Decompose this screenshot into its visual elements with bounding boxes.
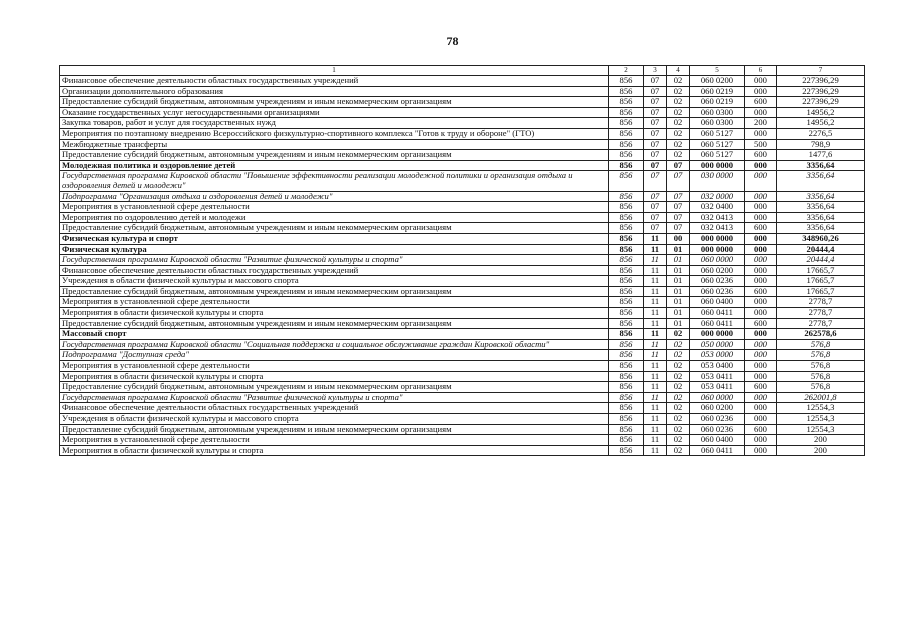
name-cell: Физическая культура и спорт: [60, 233, 609, 244]
section-cell: 11: [644, 382, 667, 393]
table-row: [60, 392, 865, 403]
name-cell: Предоставление субсидий бюджетным, автономным учреждениям и иным некоммерческим организациям: [60, 97, 609, 108]
section-cell: 07: [644, 150, 667, 161]
admin-code-cell: 856: [609, 308, 644, 319]
target-article-cell: 053 0400: [690, 361, 745, 372]
target-article-cell: 060 5127: [690, 150, 745, 161]
header-cell: 4: [667, 66, 690, 76]
section-cell: 07: [644, 160, 667, 171]
subsection-cell: 01: [667, 276, 690, 287]
name-cell: Государственная программа Кировской области "Социальная поддержка и социальное обслуживание граждан Кировской области": [60, 339, 609, 350]
amount-cell: 12554,3: [777, 403, 865, 414]
expense-type-cell: 000: [745, 233, 777, 244]
amount-cell: 798,9: [777, 139, 865, 150]
target-article-cell: 032 0400: [690, 202, 745, 213]
section-cell: 07: [644, 202, 667, 213]
name-cell: Мероприятия по поэтапному внедрению Всероссийского физкультурно-спортивного комплекса "Готов к труду и обороне" (ГТО): [60, 128, 609, 139]
section-cell: 07: [644, 139, 667, 150]
amount-cell: 2778,7: [777, 308, 865, 319]
admin-code-cell: 856: [609, 361, 644, 372]
header-cell: 5: [690, 66, 745, 76]
table-body: [60, 76, 865, 456]
expense-type-cell: 000: [745, 297, 777, 308]
admin-code-cell: 856: [609, 435, 644, 446]
section-cell: 11: [644, 435, 667, 446]
amount-cell: 200: [777, 435, 865, 446]
name-cell: Подпрограмма "Организация отдыха и оздоровления детей и молодежи": [60, 191, 609, 202]
subsection-cell: 02: [667, 97, 690, 108]
admin-code-cell: 856: [609, 107, 644, 118]
section-cell: 07: [644, 86, 667, 97]
amount-cell: 17665,7: [777, 265, 865, 276]
table-row: [60, 424, 865, 435]
expense-type-cell: 000: [745, 361, 777, 372]
target-article-cell: 060 0219: [690, 86, 745, 97]
expense-type-cell: 000: [745, 276, 777, 287]
name-cell: Закупка товаров, работ и услуг для государственных нужд: [60, 118, 609, 129]
section-cell: 11: [644, 297, 667, 308]
admin-code-cell: 856: [609, 139, 644, 150]
admin-code-cell: 856: [609, 150, 644, 161]
table-row: [60, 435, 865, 446]
table-row: [60, 171, 865, 191]
admin-code-cell: 856: [609, 329, 644, 340]
admin-code-cell: 856: [609, 118, 644, 129]
target-article-cell: 000 0000: [690, 160, 745, 171]
expense-type-cell: 000: [745, 435, 777, 446]
target-article-cell: 032 0000: [690, 191, 745, 202]
target-article-cell: 060 0200: [690, 76, 745, 87]
amount-cell: 576,8: [777, 361, 865, 372]
table-row: [60, 308, 865, 319]
admin-code-cell: 856: [609, 276, 644, 287]
amount-cell: 2778,7: [777, 297, 865, 308]
admin-code-cell: 856: [609, 392, 644, 403]
expense-type-cell: 600: [745, 97, 777, 108]
amount-cell: 348960,26: [777, 233, 865, 244]
name-cell: Государственная программа Кировской области "Развитие физической культуры и спорта": [60, 392, 609, 403]
target-article-cell: 060 0236: [690, 276, 745, 287]
expense-type-cell: 000: [745, 244, 777, 255]
name-cell: Финансовое обеспечение деятельности областных государственных учреждений: [60, 76, 609, 87]
section-cell: 11: [644, 424, 667, 435]
name-cell: Предоставление субсидий бюджетным, автономным учреждениям и иным некоммерческим организациям: [60, 424, 609, 435]
expense-type-cell: 600: [745, 150, 777, 161]
amount-cell: 576,8: [777, 350, 865, 361]
admin-code-cell: 856: [609, 403, 644, 414]
subsection-cell: 02: [667, 107, 690, 118]
table-row: [60, 233, 865, 244]
target-article-cell: 030 0000: [690, 171, 745, 191]
page-number: 78: [446, 34, 459, 48]
amount-cell: 14956,2: [777, 107, 865, 118]
admin-code-cell: 856: [609, 265, 644, 276]
subsection-cell: 02: [667, 435, 690, 446]
name-cell: Мероприятия в области физической культуры и спорта: [60, 371, 609, 382]
admin-code-cell: 856: [609, 255, 644, 266]
amount-cell: 3356,64: [777, 171, 865, 191]
table-row: [60, 244, 865, 255]
amount-cell: 576,8: [777, 382, 865, 393]
table-row: [60, 191, 865, 202]
subsection-cell: 01: [667, 297, 690, 308]
subsection-cell: 07: [667, 202, 690, 213]
expense-type-cell: 000: [745, 128, 777, 139]
expense-type-cell: 000: [745, 86, 777, 97]
subsection-cell: 01: [667, 308, 690, 319]
admin-code-cell: 856: [609, 212, 644, 223]
admin-code-cell: 856: [609, 233, 644, 244]
expense-type-cell: 000: [745, 350, 777, 361]
subsection-cell: 02: [667, 414, 690, 425]
target-article-cell: 060 0300: [690, 118, 745, 129]
amount-cell: 20444,4: [777, 244, 865, 255]
subsection-cell: 02: [667, 445, 690, 456]
admin-code-cell: 856: [609, 414, 644, 425]
table-row: [60, 212, 865, 223]
section-cell: 11: [644, 233, 667, 244]
name-cell: Молодежная политика и оздоровление детей: [60, 160, 609, 171]
subsection-cell: 02: [667, 118, 690, 129]
amount-cell: 576,8: [777, 339, 865, 350]
table-row: [60, 445, 865, 456]
expense-type-cell: 000: [745, 202, 777, 213]
expense-type-cell: 200: [745, 118, 777, 129]
section-cell: 11: [644, 244, 667, 255]
table-row: [60, 86, 865, 97]
name-cell: Мероприятия в установленной сфере деятельности: [60, 361, 609, 372]
amount-cell: 227396,29: [777, 97, 865, 108]
admin-code-cell: 856: [609, 382, 644, 393]
table-row: [60, 339, 865, 350]
section-cell: 11: [644, 350, 667, 361]
amount-cell: 14956,2: [777, 118, 865, 129]
amount-cell: 576,8: [777, 371, 865, 382]
name-cell: Оказание государственных услуг негосударственными организациями: [60, 107, 609, 118]
table-row: [60, 329, 865, 340]
target-article-cell: 060 5127: [690, 128, 745, 139]
subsection-cell: 02: [667, 139, 690, 150]
table-row: [60, 139, 865, 150]
admin-code-cell: 856: [609, 424, 644, 435]
expense-type-cell: 000: [745, 265, 777, 276]
section-cell: 11: [644, 318, 667, 329]
table-row: [60, 150, 865, 161]
subsection-cell: 02: [667, 329, 690, 340]
amount-cell: 17665,7: [777, 276, 865, 287]
section-cell: 07: [644, 171, 667, 191]
section-cell: 11: [644, 445, 667, 456]
target-article-cell: 060 0411: [690, 308, 745, 319]
name-cell: Предоставление субсидий бюджетным, автономным учреждениям и иным некоммерческим организациям: [60, 318, 609, 329]
subsection-cell: 02: [667, 339, 690, 350]
amount-cell: 227396,29: [777, 86, 865, 97]
name-cell: Учреждения в области физической культуры и массового спорта: [60, 276, 609, 287]
section-cell: 07: [644, 76, 667, 87]
subsection-cell: 02: [667, 150, 690, 161]
expense-type-cell: 600: [745, 286, 777, 297]
amount-cell: 12554,3: [777, 414, 865, 425]
section-cell: 07: [644, 191, 667, 202]
budget-table: [59, 65, 865, 456]
admin-code-cell: 856: [609, 286, 644, 297]
expense-type-cell: 000: [745, 445, 777, 456]
target-article-cell: 060 0411: [690, 445, 745, 456]
section-cell: 07: [644, 97, 667, 108]
amount-cell: 3356,64: [777, 202, 865, 213]
expense-type-cell: 000: [745, 255, 777, 266]
subsection-cell: 02: [667, 424, 690, 435]
section-cell: 07: [644, 107, 667, 118]
expense-type-cell: 600: [745, 223, 777, 234]
table-row: [60, 382, 865, 393]
target-article-cell: 060 0236: [690, 424, 745, 435]
amount-cell: 3356,64: [777, 223, 865, 234]
name-cell: Мероприятия в установленной сфере деятельности: [60, 435, 609, 446]
admin-code-cell: 856: [609, 318, 644, 329]
expense-type-cell: 000: [745, 171, 777, 191]
amount-cell: 262001,8: [777, 392, 865, 403]
table-row: [60, 255, 865, 266]
admin-code-cell: 856: [609, 297, 644, 308]
subsection-cell: 02: [667, 86, 690, 97]
section-cell: 07: [644, 118, 667, 129]
amount-cell: 17665,7: [777, 286, 865, 297]
section-cell: 11: [644, 392, 667, 403]
section-cell: 11: [644, 371, 667, 382]
admin-code-cell: 856: [609, 76, 644, 87]
target-article-cell: 060 0000: [690, 255, 745, 266]
target-article-cell: 053 0411: [690, 382, 745, 393]
header-cell: 2: [609, 66, 644, 76]
subsection-cell: 01: [667, 244, 690, 255]
subsection-cell: 07: [667, 191, 690, 202]
admin-code-cell: 856: [609, 371, 644, 382]
admin-code-cell: 856: [609, 244, 644, 255]
admin-code-cell: 856: [609, 171, 644, 191]
header-cell: 6: [745, 66, 777, 76]
target-article-cell: 053 0411: [690, 371, 745, 382]
target-article-cell: 032 0413: [690, 212, 745, 223]
amount-cell: 12554,3: [777, 424, 865, 435]
target-article-cell: 060 0000: [690, 392, 745, 403]
target-article-cell: 050 0000: [690, 339, 745, 350]
section-cell: 11: [644, 276, 667, 287]
section-cell: 11: [644, 265, 667, 276]
expense-type-cell: 000: [745, 329, 777, 340]
name-cell: Учреждения в области физической культуры и массового спорта: [60, 414, 609, 425]
expense-type-cell: 000: [745, 76, 777, 87]
subsection-cell: 02: [667, 76, 690, 87]
table-row: [60, 118, 865, 129]
section-cell: 11: [644, 308, 667, 319]
target-article-cell: 060 0400: [690, 297, 745, 308]
section-cell: 07: [644, 212, 667, 223]
subsection-cell: 01: [667, 265, 690, 276]
table-row: [60, 414, 865, 425]
name-cell: Государственная программа Кировской области "Развитие физической культуры и спорта": [60, 255, 609, 266]
header-cell: 3: [644, 66, 667, 76]
table-row: [60, 128, 865, 139]
amount-cell: 2778,7: [777, 318, 865, 329]
amount-cell: 227396,29: [777, 76, 865, 87]
table-row: [60, 202, 865, 213]
header-row: [60, 66, 865, 76]
expense-type-cell: 000: [745, 392, 777, 403]
target-article-cell: 060 0411: [690, 318, 745, 329]
table-row: [60, 286, 865, 297]
admin-code-cell: 856: [609, 191, 644, 202]
amount-cell: 262578,6: [777, 329, 865, 340]
expense-type-cell: 600: [745, 318, 777, 329]
subsection-cell: 01: [667, 255, 690, 266]
target-article-cell: 000 0000: [690, 244, 745, 255]
admin-code-cell: 856: [609, 160, 644, 171]
target-article-cell: 060 0236: [690, 414, 745, 425]
target-article-cell: 060 0236: [690, 286, 745, 297]
expense-type-cell: 000: [745, 191, 777, 202]
expense-type-cell: 600: [745, 382, 777, 393]
target-article-cell: 032 0413: [690, 223, 745, 234]
target-article-cell: 060 0300: [690, 107, 745, 118]
name-cell: Массовый спорт: [60, 329, 609, 340]
expense-type-cell: 000: [745, 160, 777, 171]
admin-code-cell: 856: [609, 445, 644, 456]
name-cell: Межбюджетные трансферты: [60, 139, 609, 150]
name-cell: Предоставление субсидий бюджетным, автономным учреждениям и иным некоммерческим организациям: [60, 223, 609, 234]
amount-cell: 3356,64: [777, 160, 865, 171]
header-cell: 7: [777, 66, 865, 76]
name-cell: Финансовое обеспечение деятельности областных государственных учреждений: [60, 403, 609, 414]
table-row: [60, 361, 865, 372]
target-article-cell: 060 0200: [690, 403, 745, 414]
amount-cell: 3356,64: [777, 191, 865, 202]
subsection-cell: 01: [667, 286, 690, 297]
name-cell: Государственная программа Кировской области "Повышение эффективности реализации молодежной политики и организация отдыха и оздоровления детей и молодежи": [60, 171, 609, 191]
table-row: [60, 276, 865, 287]
target-article-cell: 060 0219: [690, 97, 745, 108]
target-article-cell: 060 0200: [690, 265, 745, 276]
section-cell: 11: [644, 403, 667, 414]
subsection-cell: 02: [667, 361, 690, 372]
admin-code-cell: 856: [609, 97, 644, 108]
section-cell: 11: [644, 286, 667, 297]
subsection-cell: 02: [667, 392, 690, 403]
name-cell: Мероприятия в области физической культуры и спорта: [60, 445, 609, 456]
table-row: [60, 107, 865, 118]
name-cell: Предоставление субсидий бюджетным, автономным учреждениям и иным некоммерческим организациям: [60, 286, 609, 297]
subsection-cell: 00: [667, 233, 690, 244]
expense-type-cell: 600: [745, 424, 777, 435]
table-row: [60, 297, 865, 308]
table-row: [60, 403, 865, 414]
admin-code-cell: 856: [609, 86, 644, 97]
amount-cell: 2276,5: [777, 128, 865, 139]
table-row: [60, 318, 865, 329]
subsection-cell: 02: [667, 382, 690, 393]
table-row: [60, 160, 865, 171]
section-cell: 07: [644, 223, 667, 234]
target-article-cell: 060 0400: [690, 435, 745, 446]
admin-code-cell: 856: [609, 339, 644, 350]
header-cell: 1: [60, 66, 609, 76]
expense-type-cell: 000: [745, 414, 777, 425]
section-cell: 11: [644, 329, 667, 340]
name-cell: Мероприятия в установленной сфере деятельности: [60, 297, 609, 308]
name-cell: Мероприятия в области физической культуры и спорта: [60, 308, 609, 319]
amount-cell: 3356,64: [777, 212, 865, 223]
table-row: [60, 350, 865, 361]
subsection-cell: 07: [667, 171, 690, 191]
name-cell: Предоставление субсидий бюджетным, автономным учреждениям и иным некоммерческим организациям: [60, 150, 609, 161]
amount-cell: 1477,6: [777, 150, 865, 161]
target-article-cell: 060 5127: [690, 139, 745, 150]
name-cell: Организации дополнительного образования: [60, 86, 609, 97]
expense-type-cell: 000: [745, 403, 777, 414]
expense-type-cell: 000: [745, 308, 777, 319]
section-cell: 07: [644, 128, 667, 139]
subsection-cell: 07: [667, 160, 690, 171]
admin-code-cell: 856: [609, 350, 644, 361]
subsection-cell: 01: [667, 318, 690, 329]
subsection-cell: 02: [667, 371, 690, 382]
table-row: [60, 371, 865, 382]
target-article-cell: 000 0000: [690, 233, 745, 244]
table-row: [60, 223, 865, 234]
section-cell: 11: [644, 339, 667, 350]
expense-type-cell: 000: [745, 107, 777, 118]
admin-code-cell: 856: [609, 223, 644, 234]
target-article-cell: 053 0000: [690, 350, 745, 361]
expense-type-cell: 000: [745, 371, 777, 382]
amount-cell: 200: [777, 445, 865, 456]
expense-type-cell: 500: [745, 139, 777, 150]
expense-type-cell: 000: [745, 339, 777, 350]
table-row: [60, 265, 865, 276]
subsection-cell: 02: [667, 128, 690, 139]
subsection-cell: 02: [667, 403, 690, 414]
name-cell: Физическая культура: [60, 244, 609, 255]
subsection-cell: 07: [667, 223, 690, 234]
amount-cell: 20444,4: [777, 255, 865, 266]
table-row: [60, 97, 865, 108]
name-cell: Финансовое обеспечение деятельности областных государственных учреждений: [60, 265, 609, 276]
name-cell: Мероприятия в установленной сфере деятельности: [60, 202, 609, 213]
subsection-cell: 02: [667, 350, 690, 361]
section-cell: 11: [644, 361, 667, 372]
name-cell: Мероприятия по оздоровлению детей и молодежи: [60, 212, 609, 223]
admin-code-cell: 856: [609, 202, 644, 213]
name-cell: Подпрограмма "Доступная среда": [60, 350, 609, 361]
section-cell: 11: [644, 414, 667, 425]
name-cell: Предоставление субсидий бюджетным, автономным учреждениям и иным некоммерческим организациям: [60, 382, 609, 393]
section-cell: 11: [644, 255, 667, 266]
table-row: [60, 76, 865, 87]
expense-type-cell: 000: [745, 212, 777, 223]
target-article-cell: 000 0000: [690, 329, 745, 340]
admin-code-cell: 856: [609, 128, 644, 139]
subsection-cell: 07: [667, 212, 690, 223]
